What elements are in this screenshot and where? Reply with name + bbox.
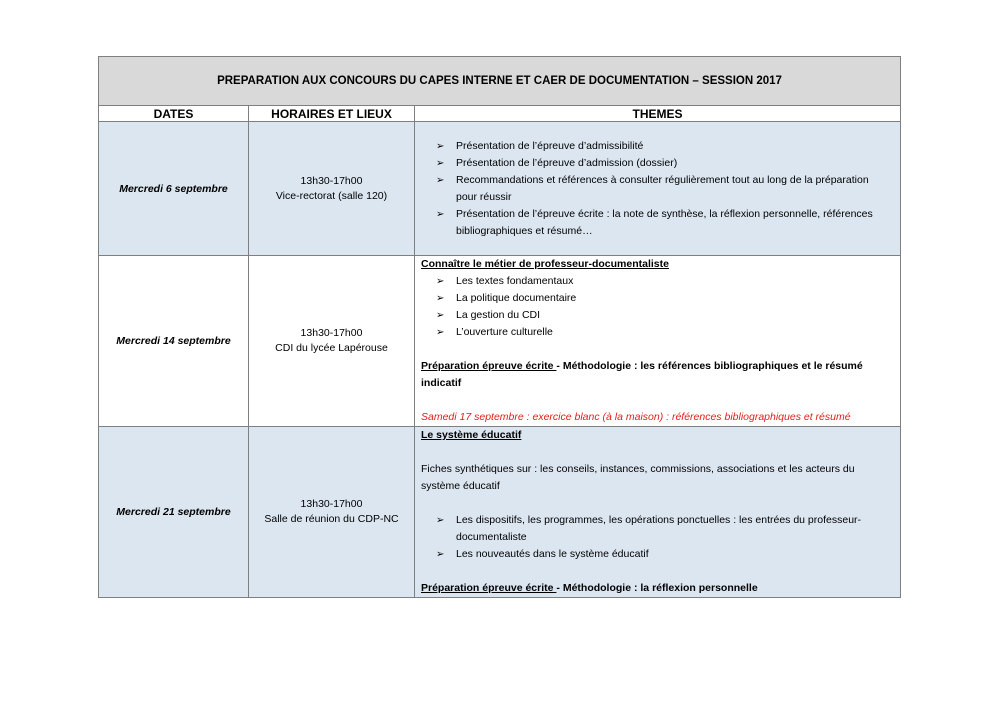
arrowhead-bullet-icon: ➢ [436,276,445,287]
prep-line [421,580,892,597]
place-text: Salle de réunion du CDP-NC [264,513,399,525]
list-item: ➢ La politique documentaire [421,290,892,307]
list-item: ➢ Les dispositifs, les programmes, les opérations ponctuelles : les entrées du professeur-documentaliste [436,514,862,543]
prep-text: - Méthodologie : les références bibliographiques et le résumé indicatif [421,360,863,389]
schedule-table [98,56,901,598]
arrowhead-bullet-icon: ➢ [436,157,445,169]
table-row [99,256,901,427]
list-item: ➢ La gestion du CDI [421,307,892,324]
themes-cell [415,427,901,598]
arrowhead-bullet-icon: ➢ [436,208,445,220]
list-item: ➢ Les nouveautés dans le système éducatif [421,546,892,563]
prep-text: - Méthodologie : la réflexion personnelle [556,582,758,594]
time-text: 13h30-17h00 [300,174,363,187]
prep-line [421,358,892,392]
time-text: 13h30-17h00 [300,498,363,510]
list-item: ➢ Recommandations et références à consulter régulièrement tout au long de la préparation pour réussir [436,173,869,203]
table-row [99,122,901,256]
exam-note: Samedi 17 septembre : exercice blanc (à la maison) : références bibliographiques et résumé [421,411,851,423]
time-text: 13h30-17h00 [300,327,363,339]
list-item: ➢ Présentation de l’épreuve d’admission (dossier) [421,155,892,172]
prep-label: Préparation épreuve écrite [421,582,557,594]
arrowhead-bullet-icon: ➢ [436,515,445,526]
arrowhead-bullet-icon: ➢ [436,327,445,338]
arrowhead-bullet-icon: ➢ [436,174,445,186]
date-cell: Mercredi 21 septembre [99,427,249,598]
arrowhead-bullet-icon: ➢ [436,549,445,560]
date-cell: Mercredi 6 septembre [99,122,249,256]
schedule-cell [249,122,415,256]
list-item: ➢ L’ouverture culturelle [421,324,892,341]
place-text: Vice-rectorat (salle 120) [275,189,388,202]
schedule-cell [249,427,415,598]
table-row [99,427,901,598]
list-item: ➢ Présentation de l’épreuve écrite : la note de synthèse, la réflexion personnelle, références bibliographiques et résumé… [436,207,873,237]
bullet-list [421,138,892,240]
themes-cell [415,122,901,256]
section-title: Connaître le métier de professeur-documentaliste [421,258,669,270]
table-title: PREPARATION AUX CONCOURS DU CAPES INTERNE ET CAER DE DOCUMENTATION – SESSION 2017 [99,57,901,106]
date-cell: Mercredi 14 septembre [99,256,249,427]
schedule-cell [249,256,415,427]
intro-text: Fiches synthétiques sur : les conseils, instances, commissions, associations et les acteurs du système éducatif [421,463,855,492]
arrowhead-bullet-icon: ➢ [436,293,445,304]
bullet-list [421,273,892,341]
themes-cell [415,256,901,427]
header-dates: DATES [99,106,249,122]
list-item: ➢ Présentation de l’épreuve d’admissibilité [421,138,892,155]
place-text: CDI du lycée Lapérouse [275,342,388,354]
arrowhead-bullet-icon: ➢ [436,140,445,152]
arrowhead-bullet-icon: ➢ [436,310,445,321]
header-horaires: HORAIRES ET LIEUX [249,106,415,122]
list-item: ➢ Les textes fondamentaux [421,273,892,290]
header-themes: THEMES [415,106,901,122]
section-title: Le système éducatif [421,429,522,441]
prep-label: Préparation épreuve écrite [421,360,557,372]
bullet-list [421,512,892,563]
